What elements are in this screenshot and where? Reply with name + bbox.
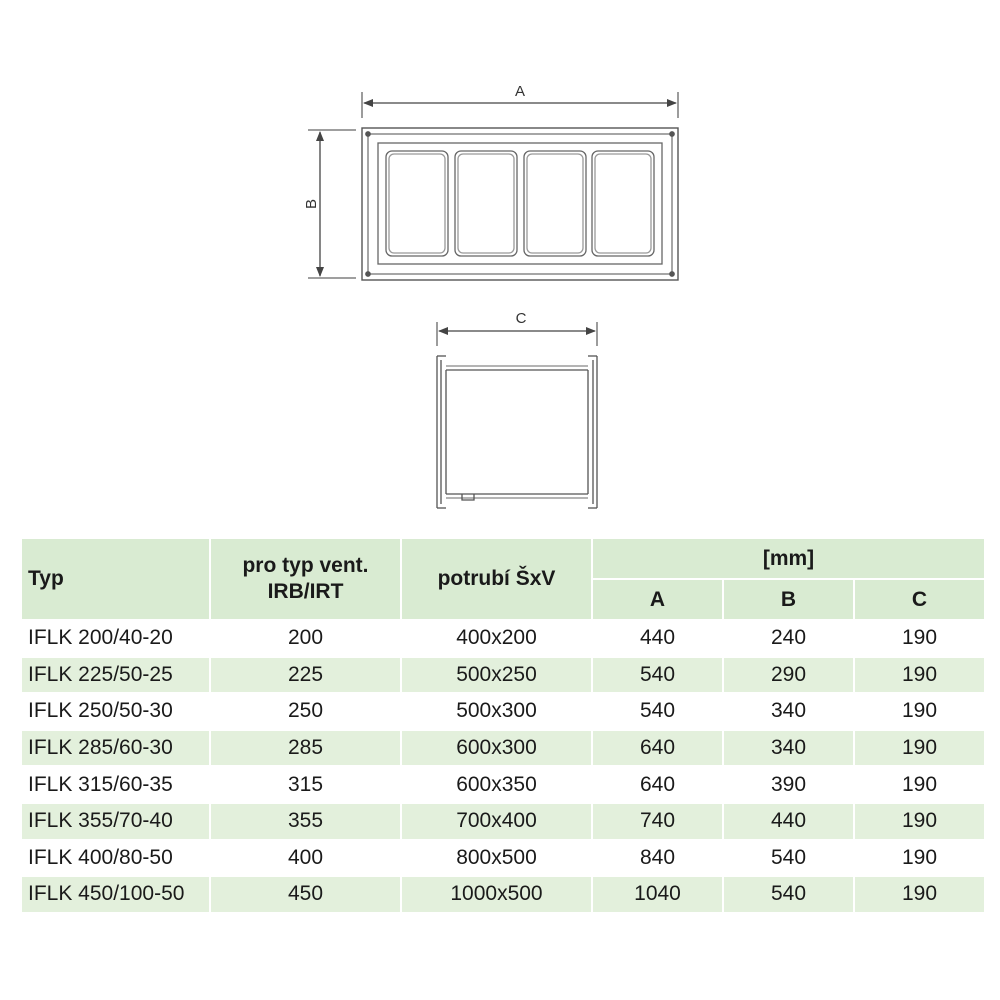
- dimensions-table: [20, 537, 986, 914]
- cell-b: 540: [724, 841, 853, 876]
- cell-potrubi: 500x250: [402, 658, 591, 693]
- front-view: [308, 92, 678, 280]
- dimension-label-a: A: [514, 83, 526, 100]
- cell-c: 190: [855, 841, 984, 876]
- header-b: B: [724, 580, 853, 619]
- cell-a: 640: [593, 731, 722, 766]
- cell-typ: IFLK 400/80-50: [22, 841, 209, 876]
- cell-a: 840: [593, 841, 722, 876]
- cell-typ: IFLK 450/100-50: [22, 877, 209, 912]
- cell-pro: 400: [211, 841, 400, 876]
- cell-potrubi: 800x500: [402, 841, 591, 876]
- cell-pro: 450: [211, 877, 400, 912]
- table-row: [22, 621, 984, 656]
- cell-pro: 355: [211, 804, 400, 839]
- cell-b: 440: [724, 804, 853, 839]
- cell-typ: IFLK 315/60-35: [22, 767, 209, 802]
- cell-a: 640: [593, 767, 722, 802]
- table-row: [22, 694, 984, 729]
- cell-a: 540: [593, 658, 722, 693]
- cell-c: 190: [855, 877, 984, 912]
- header-a: A: [593, 580, 722, 619]
- table-header-row: [22, 539, 984, 578]
- header-unit-mm: [mm]: [593, 539, 984, 578]
- cell-b: 540: [724, 877, 853, 912]
- cell-c: 190: [855, 804, 984, 839]
- header-c: C: [855, 580, 984, 619]
- table-row: [22, 804, 984, 839]
- table-row: [22, 658, 984, 693]
- cell-b: 340: [724, 731, 853, 766]
- table-row: [22, 877, 984, 912]
- dimension-label-b: B: [303, 198, 320, 210]
- table-row: [22, 841, 984, 876]
- cell-b: 240: [724, 621, 853, 656]
- cell-b: 340: [724, 694, 853, 729]
- cell-pro: 200: [211, 621, 400, 656]
- cell-typ: IFLK 355/70-40: [22, 804, 209, 839]
- table-row: [22, 731, 984, 766]
- cell-b: 290: [724, 658, 853, 693]
- cell-a: 540: [593, 694, 722, 729]
- cell-typ: IFLK 250/50-30: [22, 694, 209, 729]
- cell-typ: IFLK 225/50-25: [22, 658, 209, 693]
- cell-potrubi: 400x200: [402, 621, 591, 656]
- dimension-label-c: C: [515, 310, 527, 327]
- header-pro-typ-line2: IRB/IRT: [267, 580, 344, 603]
- cell-potrubi: 600x300: [402, 731, 591, 766]
- table-row: [22, 767, 984, 802]
- cell-pro: 250: [211, 694, 400, 729]
- cell-c: 190: [855, 621, 984, 656]
- header-potrubi: potrubí ŠxV: [402, 539, 591, 619]
- header-typ: Typ: [22, 539, 209, 619]
- cell-typ: IFLK 285/60-30: [22, 731, 209, 766]
- cell-potrubi: 600x350: [402, 767, 591, 802]
- header-pro-typ: [211, 539, 400, 619]
- cell-a: 740: [593, 804, 722, 839]
- cell-a: 1040: [593, 877, 722, 912]
- cell-pro: 315: [211, 767, 400, 802]
- cell-c: 190: [855, 658, 984, 693]
- cell-pro: 285: [211, 731, 400, 766]
- cell-a: 440: [593, 621, 722, 656]
- cell-typ: IFLK 200/40-20: [22, 621, 209, 656]
- header-pro-typ-line1: pro typ vent.: [242, 554, 369, 577]
- cell-pro: 225: [211, 658, 400, 693]
- cell-potrubi: 1000x500: [402, 877, 591, 912]
- side-view: [437, 322, 597, 508]
- cell-c: 190: [855, 767, 984, 802]
- cell-potrubi: 500x300: [402, 694, 591, 729]
- cell-c: 190: [855, 694, 984, 729]
- cell-b: 390: [724, 767, 853, 802]
- cell-potrubi: 700x400: [402, 804, 591, 839]
- cell-c: 190: [855, 731, 984, 766]
